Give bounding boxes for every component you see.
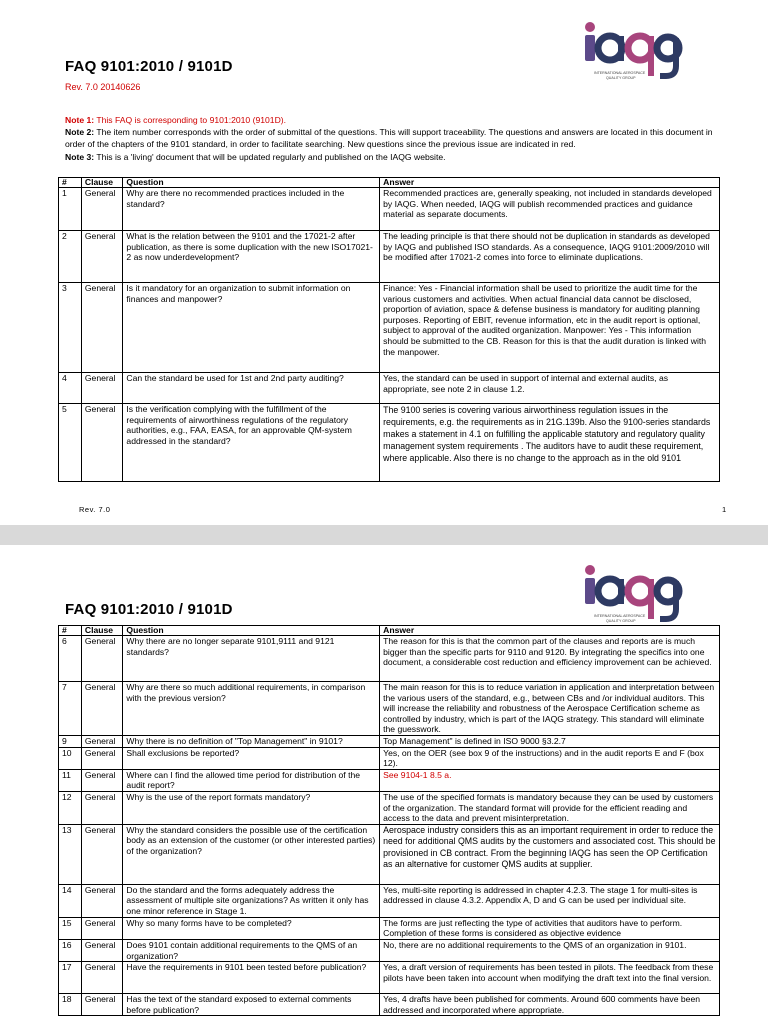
cell-question: Is it mandatory for an organization to submit information on finances and manpower? bbox=[123, 283, 380, 373]
footer-revision: Rev. 7.0 bbox=[79, 505, 111, 514]
cell-clause: General bbox=[81, 917, 123, 939]
cell-answer: The 9100 series is covering various airworthiness regulation issues in the requirements, e.g. the requirements as in 21G.139b. Also the 9100-series standards makes a statement in 4.1 on fulfilling the applicable statutory and regulatory quality management system requirements . The auditors have to audit these requirement, where applicable. Also there is no change to the approach as in the old 9101 bbox=[380, 404, 720, 482]
table-row bbox=[59, 917, 720, 939]
cell-answer: Yes, multi-site reporting is addressed in chapter 4.2.3. The stage 1 for multi-sites is addressed in clause 4.3.2. Appendix A, D and G can be used per individual site. bbox=[380, 884, 720, 917]
cell-num: 5 bbox=[59, 404, 82, 482]
table-row bbox=[59, 884, 720, 917]
table-row bbox=[59, 735, 720, 747]
header-question: Question bbox=[123, 178, 380, 188]
cell-answer: Top Management" is defined in ISO 9000 §3.2.7 bbox=[380, 735, 720, 747]
table-row bbox=[59, 791, 720, 824]
table-row bbox=[59, 962, 720, 994]
cell-num: 16 bbox=[59, 939, 82, 961]
note-2 bbox=[65, 126, 720, 150]
header-clause: Clause bbox=[81, 626, 123, 636]
cell-answer: Yes, a draft version of requirements has been tested in pilots. The feedback from these pilots have been taken into account when modifying the draft text into the final version. bbox=[380, 962, 720, 994]
cell-question: Why so many forms have to be completed? bbox=[123, 917, 380, 939]
cell-question: Where can I find the allowed time period for distribution of the audit report? bbox=[123, 769, 380, 791]
note-1-text: This FAQ is corresponding to 9101:2010 (9101D). bbox=[94, 115, 287, 125]
cell-question: Why there is no definition of "Top Management" in 9101? bbox=[123, 735, 380, 747]
logo-subtitle-1: INTERNATIONAL AEROSPACE bbox=[594, 614, 646, 618]
table-row bbox=[59, 994, 720, 1016]
faq-table-2 bbox=[58, 625, 720, 1016]
cell-answer: The forms are just reflecting the type of activities that auditors have to perform. Completion of these forms is considered as objective evidence bbox=[380, 917, 720, 939]
table-header bbox=[59, 178, 720, 188]
table-row bbox=[59, 283, 720, 373]
iaqg-logo bbox=[580, 16, 684, 88]
cell-question: Why are there so much additional requirements, in comparison with the previous version? bbox=[123, 682, 380, 736]
cell-answer: Yes, 4 drafts have been published for comments. Around 600 comments have been addressed and incorporated where appropriate. bbox=[380, 994, 720, 1016]
cell-answer: Aerospace industry considers this as an important requirement in order to reduce the need for additional QMS audits by the customers and associated cost. This should be provisioned in CB contract. From the beginning IAQG has seen the OP Certification as an alternative for customer QMS audits at supplier. bbox=[380, 824, 720, 884]
cell-num: 4 bbox=[59, 373, 82, 404]
cell-answer: Yes, on the OER (see box 9 of the instructions) and in the audit reports E and F (box 12). bbox=[380, 747, 720, 769]
note-2-text: The item number corresponds with the order of submittal of the questions. This will support traceability. The questions and answers are located in this document in order of the chapters of the 9101 standard, in order to facilitate searching. New questions since the previous issue are indicated in red. bbox=[65, 127, 713, 150]
table-row bbox=[59, 373, 720, 404]
table-row bbox=[59, 747, 720, 769]
table-row bbox=[59, 939, 720, 961]
cell-num: 15 bbox=[59, 917, 82, 939]
note-2-label: Note 2: bbox=[65, 127, 95, 138]
table-header bbox=[59, 626, 720, 636]
cell-clause: General bbox=[81, 636, 123, 682]
table-row bbox=[59, 682, 720, 736]
cell-question: Can the standard be used for 1st and 2nd party auditing? bbox=[123, 373, 380, 404]
cell-num: 1 bbox=[59, 188, 82, 231]
logo-subtitle-2: QUALITY GROUP bbox=[606, 619, 636, 623]
page-title: FAQ 9101:2010 / 9101D bbox=[65, 58, 233, 75]
header-question: Question bbox=[123, 626, 380, 636]
cell-clause: General bbox=[81, 962, 123, 994]
notes-block bbox=[65, 114, 720, 163]
cell-clause: General bbox=[81, 404, 123, 482]
cell-num: 10 bbox=[59, 747, 82, 769]
cell-question: Why are there no recommended practices included in the standard? bbox=[123, 188, 380, 231]
cell-clause: General bbox=[81, 373, 123, 404]
cell-clause: General bbox=[81, 769, 123, 791]
cell-num: 14 bbox=[59, 884, 82, 917]
header-clause: Clause bbox=[81, 178, 123, 188]
cell-question: Why there are no longer separate 9101,9111 and 9121 standards? bbox=[123, 636, 380, 682]
note-3-text: This is a 'living' document that will be updated regularly and published on the IAQG website. bbox=[94, 151, 446, 162]
note-3 bbox=[65, 151, 720, 163]
cell-question: Why the standard considers the possible use of the certification body as an extension of the customer (or other interested parties) of the organization? bbox=[123, 824, 380, 884]
table-row bbox=[59, 188, 720, 231]
cell-answer: See 9104-1 8.5 a. bbox=[380, 769, 720, 791]
page-separator bbox=[0, 525, 768, 545]
page-2 bbox=[0, 545, 768, 1024]
cell-answer: The main reason for this is to reduce variation in application and interpretation between the various users of the standard, e.g., between CBs and /or individual auditors. This will increase the reliability and robustness of the Aerospace Certification scheme as controlled by industry, which is part of the IAQG strategy. This standard will eliminate the guesswork. bbox=[380, 682, 720, 736]
note-1-label: Note 1: bbox=[65, 115, 95, 125]
cell-num: 3 bbox=[59, 283, 82, 373]
cell-answer: The leading principle is that there should not be duplication in standards as developed by IAQG and published ISO standards. As a consequence, IAQG 9101:2009/2010 will be modified after 17021-2 comes into force to eliminate duplications. bbox=[380, 231, 720, 283]
cell-answer: Finance: Yes - Financial information shall be used to prioritize the audit time for the various customers and activities. When actual financial data cannot be disclosed, proportion of aviation, space & defense business is mandatory for auditing planning purposes. Reporting of EBIT, revenue information, etc in the audit report is optional, subject to approval of the audited organization. Manpower: Yes - This information should be submitted to the CB. Reason for this is that the audit duration is linked with the manpower. bbox=[380, 283, 720, 373]
faq-table-1 bbox=[58, 177, 720, 482]
cell-answer: Recommended practices are, generally speaking, not included in standards developed by IAQG. When needed, IAQG will publish recommended practices and guidance material as separate documents. bbox=[380, 188, 720, 231]
revision-text: Rev. 7.0 20140626 bbox=[65, 82, 141, 92]
cell-answer: No, there are no additional requirements to the QMS of an organization in 9101. bbox=[380, 939, 720, 961]
cell-answer: The use of the specified formats is mandatory because they can be used by customers of the organization. The standard format will provide for the efficient reading and access to the data and prevent misinterpretation. bbox=[380, 791, 720, 824]
table-row bbox=[59, 231, 720, 283]
cell-clause: General bbox=[81, 188, 123, 231]
cell-num: 12 bbox=[59, 791, 82, 824]
page-number: 1 bbox=[722, 505, 727, 514]
cell-clause: General bbox=[81, 231, 123, 283]
cell-clause: General bbox=[81, 735, 123, 747]
cell-num: 11 bbox=[59, 769, 82, 791]
cell-num: 2 bbox=[59, 231, 82, 283]
header-num: # bbox=[59, 178, 82, 188]
cell-question: Shall exclusions be reported? bbox=[123, 747, 380, 769]
header-answer: Answer bbox=[380, 178, 720, 188]
cell-num: 17 bbox=[59, 962, 82, 994]
cell-answer: Yes, the standard can be used in support of internal and external audits, as appropriate, see note 2 in clause 1.2. bbox=[380, 373, 720, 404]
cell-num: 6 bbox=[59, 636, 82, 682]
cell-question: Has the text of the standard exposed to external comments before publication? bbox=[123, 994, 380, 1016]
cell-num: 9 bbox=[59, 735, 82, 747]
header-answer: Answer bbox=[380, 626, 720, 636]
cell-clause: General bbox=[81, 824, 123, 884]
iaqg-logo bbox=[580, 559, 684, 631]
cell-clause: General bbox=[81, 884, 123, 917]
note-3-label: Note 3: bbox=[65, 151, 95, 162]
table-row bbox=[59, 769, 720, 791]
cell-question: Is the verification complying with the fulfillment of the requirements of airworthiness regulations of the regulatory authorities, e.g., FAA, EASA, for an approvable QM-system addressed in the standard? bbox=[123, 404, 380, 482]
table-row bbox=[59, 636, 720, 682]
cell-num: 13 bbox=[59, 824, 82, 884]
table-row bbox=[59, 404, 720, 482]
note-1 bbox=[65, 114, 720, 126]
cell-clause: General bbox=[81, 682, 123, 736]
cell-question: Why is the use of the report formats mandatory? bbox=[123, 791, 380, 824]
logo-subtitle-1: INTERNATIONAL AEROSPACE bbox=[594, 71, 646, 75]
cell-num: 18 bbox=[59, 994, 82, 1016]
cell-answer: The reason for this is that the common part of the clauses and reports are is much bigger than the specific parts for 9110 and 9120. By integrating the specifics into one document, a considerable cost reduction and efficiency improvement can be achieved. bbox=[380, 636, 720, 682]
cell-num: 7 bbox=[59, 682, 82, 736]
cell-clause: General bbox=[81, 747, 123, 769]
cell-clause: General bbox=[81, 283, 123, 373]
cell-question: Have the requirements in 9101 been tested before publication? bbox=[123, 962, 380, 994]
cell-clause: General bbox=[81, 791, 123, 824]
logo-subtitle-2: QUALITY GROUP bbox=[606, 76, 636, 80]
cell-question: What is the relation between the 9101 and the 17021-2 after publication, as there is some duplication with the new ISO17021-2 as now underdevelopment? bbox=[123, 231, 380, 283]
cell-clause: General bbox=[81, 994, 123, 1016]
cell-question: Do the standard and the forms adequately address the assessment of multiple site organizations? As written it only has one minor reference in Stage 1. bbox=[123, 884, 380, 917]
page-title: FAQ 9101:2010 / 9101D bbox=[65, 601, 233, 618]
table-row bbox=[59, 824, 720, 884]
cell-question: Does 9101 contain additional requirements to the QMS of an organization? bbox=[123, 939, 380, 961]
cell-clause: General bbox=[81, 939, 123, 961]
header-num: # bbox=[59, 626, 82, 636]
